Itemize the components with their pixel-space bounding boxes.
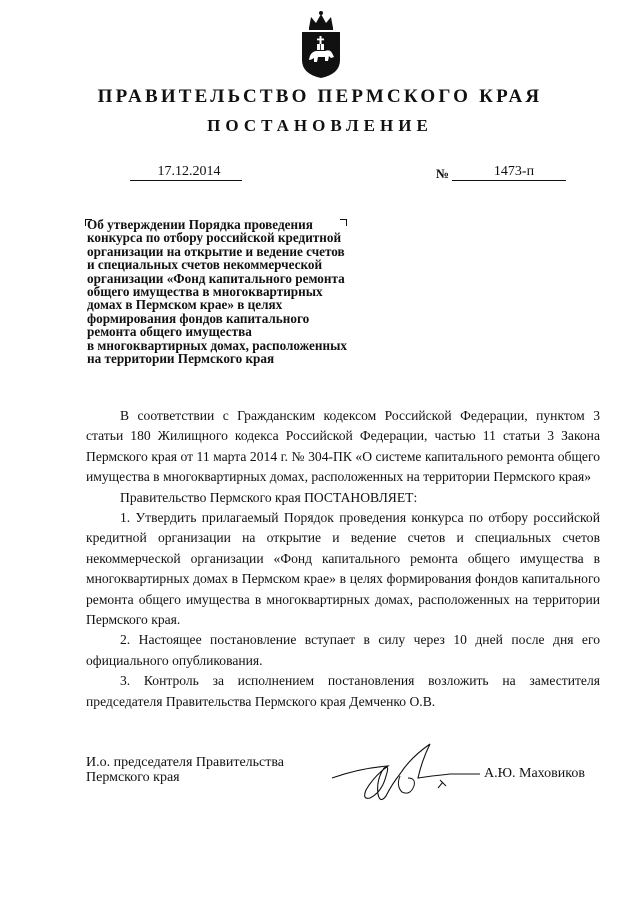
title-line: в многоквартирных домах, расположенных	[87, 337, 347, 353]
position-line: И.о. председателя Правительства	[86, 755, 285, 770]
title-line: и специальных счетов некоммерческой	[87, 257, 323, 273]
item-1-paragraph: 1. Утвердить прилагаемый Порядок проведения конкурса по отбору российской кредитной организации на открытие и ведение счетов и специальных счетов некоммерческой организации «Фонд капитального ремонта общего имущества в многоквартирных домах в Пермском крае» в целях формирования фондов капитального ремонта общего имущества в многоквартирных домах, расположенных на территории Пермского края.	[86, 510, 600, 628]
document-number: 1473-п	[452, 164, 566, 181]
title-line: организации на открытие и ведение счетов	[87, 243, 345, 259]
government-name: ПРАВИТЕЛЬСТВО ПЕРМСКОГО КРАЯ	[97, 86, 543, 107]
item-2-paragraph: 2. Настоящее постановление вступает в силу через 10 дней после дня его официального опубликования.	[86, 632, 600, 668]
perm-krai-coat-of-arms-icon	[295, 8, 347, 80]
title-line: организации «Фонд капитального ремонта	[87, 270, 345, 286]
document-title	[87, 218, 387, 365]
title-line: домах в Пермском крае» в целях	[87, 297, 283, 313]
resolves-paragraph: Правительство Пермского края ПОСТАНОВЛЯЕТ:	[120, 489, 418, 505]
title-line: ремонта общего имущества	[87, 324, 252, 340]
item-3-paragraph: 3. Контроль за исполнением постановления возложить на заместителя председателя Правительства Пермского края Демченко О.В.	[86, 673, 600, 709]
title-line: Об утверждении Порядка проведения	[87, 217, 313, 232]
preamble-paragraph: В соответствии с Гражданским кодексом Российской Федерации, пунктом 3 статьи 180 Жилищного кодекса Российской Федерации, частью 11 статьи 3 Закона Пермского края от 11 марта 2014 г. № 304-ПК «О системе капитального ремонта общего имущества в многоквартирных домах, расположенных на территории Пермского края»	[86, 408, 600, 485]
position-line: Пермского края	[86, 770, 180, 785]
title-line: общего имущества в многоквартирных	[87, 284, 323, 300]
signatory-name: А.Ю. Маховиков	[484, 766, 585, 781]
number-sign: №	[436, 166, 450, 181]
title-line: на территории Пермского края	[87, 351, 275, 367]
document-date: 17.12.2014	[130, 164, 242, 181]
signatory-position	[86, 755, 284, 785]
handwritten-signature	[330, 738, 480, 810]
title-line: формирования фондов капитального	[87, 310, 310, 326]
title-line: конкурса по отбору российской кредитной	[87, 230, 342, 246]
document-type: ПОСТАНОВЛЕНИЕ	[207, 116, 433, 135]
document-body	[86, 406, 600, 712]
